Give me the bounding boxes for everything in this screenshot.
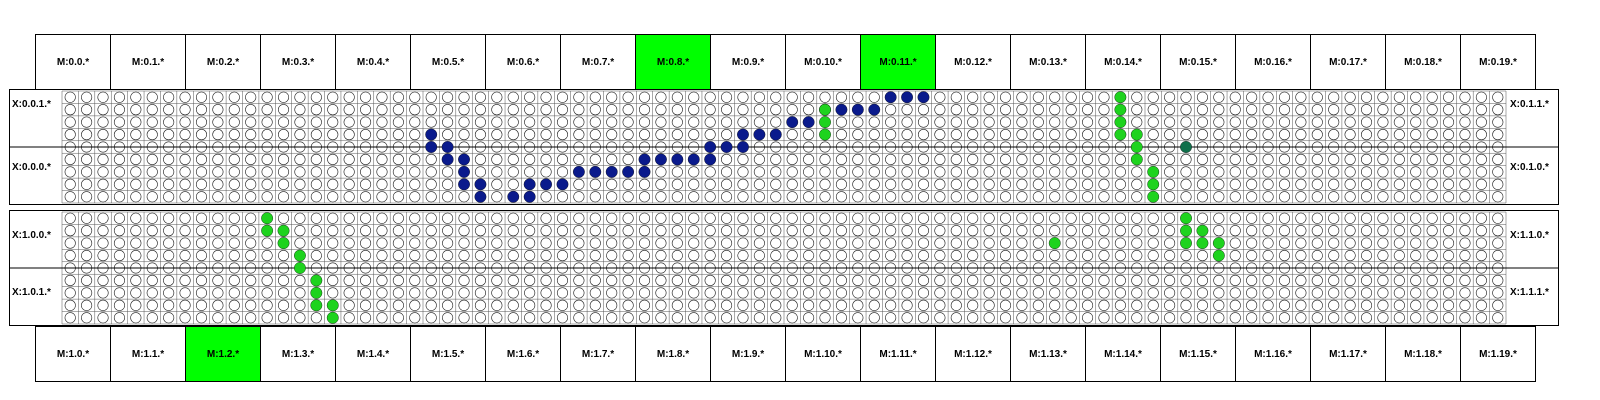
green-route-a-node-11 [1147, 179, 1158, 190]
green-route-a-node-4 [1115, 104, 1126, 115]
green-route-a-node-12 [1147, 191, 1158, 202]
blue-route-node-16 [606, 166, 617, 177]
top-module-3[interactable]: M:0.3.* [260, 34, 336, 90]
bottom-module-15[interactable]: M:1.15.* [1160, 326, 1236, 382]
top-module-6[interactable]: M:0.6.* [485, 34, 561, 90]
top-module-7[interactable]: M:0.7.* [560, 34, 636, 90]
green-route-c-node-0 [1180, 212, 1191, 223]
bottom-module-12[interactable]: M:1.12.* [935, 326, 1011, 382]
blue-route-node-25 [721, 141, 732, 152]
blue-route-node-28 [754, 129, 765, 140]
bottom-module-10[interactable]: M:1.10.* [785, 326, 861, 382]
blue-route-node-30 [786, 116, 797, 127]
blue-route-node-1 [425, 141, 436, 152]
green-route-a-node-6 [1115, 129, 1126, 140]
bottom-module-5[interactable]: M:1.5.* [410, 326, 486, 382]
x-label-top-right-1: X:0.1.1.* [1510, 98, 1549, 110]
bottom-module-6[interactable]: M:1.6.* [485, 326, 561, 382]
green-route-c-node-6 [1213, 250, 1224, 261]
top-module-12[interactable]: M:0.12.* [935, 34, 1011, 90]
green-route-a-node-2 [819, 129, 830, 140]
green-route-b-node-4 [294, 250, 305, 261]
top-module-18[interactable]: M:0.18.* [1385, 34, 1461, 90]
green-route-a-node-7 [1131, 129, 1142, 140]
blue-route-node-12 [540, 179, 551, 190]
blue-route-node-34 [852, 104, 863, 115]
green-route-c-node-1 [1180, 225, 1191, 236]
green-route-b-node-3 [278, 237, 289, 248]
green-node-node-0 [1049, 237, 1060, 248]
top-module-10[interactable]: M:0.10.* [785, 34, 861, 90]
blue-route-node-4 [458, 154, 469, 165]
blue-route-node-33 [836, 104, 847, 115]
teal-node-a [1180, 141, 1191, 152]
blue-route-node-19 [639, 154, 650, 165]
blue-route-node-11 [524, 179, 535, 190]
blue-route-node-20 [655, 154, 666, 165]
top-module-1[interactable]: M:0.1.* [110, 34, 186, 90]
green-route-b-node-1 [261, 225, 272, 236]
bottom-grid [9, 212, 1559, 324]
green-route-a-node-3 [1115, 91, 1126, 102]
green-route-b-node-5 [294, 262, 305, 273]
x-label-bottom-left-1: X:1.0.1.* [12, 286, 51, 298]
bottom-module-19[interactable]: M:1.19.* [1460, 326, 1536, 382]
top-module-15[interactable]: M:0.15.* [1160, 34, 1236, 90]
top-module-9[interactable]: M:0.9.* [710, 34, 786, 90]
blue-route-node-3 [442, 154, 453, 165]
green-route-b-node-9 [327, 300, 338, 311]
x-label-bottom-right-0: X:1.1.0.* [1510, 229, 1549, 241]
green-route-b-node-8 [311, 300, 322, 311]
x-label-bottom-left-0: X:1.0.0.* [12, 229, 51, 241]
top-module-16[interactable]: M:0.16.* [1235, 34, 1311, 90]
bottom-module-8[interactable]: M:1.8.* [635, 326, 711, 382]
bottom-module-0[interactable]: M:1.0.* [35, 326, 111, 382]
blue-route-node-9 [508, 191, 519, 202]
green-route-b-node-10 [327, 312, 338, 323]
green-route-c-node-4 [1197, 237, 1208, 248]
blue-route-node-38 [918, 91, 929, 102]
blue-route-node-5 [458, 166, 469, 177]
bottom-module-16[interactable]: M:1.16.* [1235, 326, 1311, 382]
green-route-b-node-6 [311, 275, 322, 286]
blue-route-node-0 [425, 129, 436, 140]
green-route-a-node-8 [1131, 141, 1142, 152]
blue-route-node-2 [442, 141, 453, 152]
teal-node-a-node-0 [1180, 141, 1191, 152]
green-route-a-node-0 [819, 104, 830, 115]
top-module-14[interactable]: M:0.14.* [1085, 34, 1161, 90]
bottom-module-11[interactable]: M:1.11.* [860, 326, 936, 382]
blue-route-node-23 [704, 154, 715, 165]
top-module-19[interactable]: M:0.19.* [1460, 34, 1536, 90]
top-module-8[interactable]: M:0.8.* [635, 34, 711, 90]
blue-route-node-21 [672, 154, 683, 165]
blue-route-node-27 [737, 129, 748, 140]
x-label-bottom-right-1: X:1.1.1.* [1510, 286, 1549, 298]
green-route-b-node-0 [261, 212, 272, 223]
top-module-13[interactable]: M:0.13.* [1010, 34, 1086, 90]
green-route-a-node-9 [1131, 154, 1142, 165]
bottom-module-4[interactable]: M:1.4.* [335, 326, 411, 382]
green-route-b-node-2 [278, 225, 289, 236]
blue-route-node-37 [901, 91, 912, 102]
blue-route-node-7 [475, 179, 486, 190]
blue-route-node-8 [475, 191, 486, 202]
blue-route-node-29 [770, 129, 781, 140]
green-route-c-node-3 [1180, 237, 1191, 248]
blue-route-node-24 [704, 141, 715, 152]
bottom-module-1[interactable]: M:1.1.* [110, 326, 186, 382]
blue-route-node-36 [885, 91, 896, 102]
top-module-11[interactable]: M:0.11.* [860, 34, 936, 90]
x-label-top-left-1: X:0.0.1.* [12, 98, 51, 110]
green-route-c-node-2 [1197, 225, 1208, 236]
bottom-module-13[interactable]: M:1.13.* [1010, 326, 1086, 382]
top-module-2[interactable]: M:0.2.* [185, 34, 261, 90]
blue-route-node-10 [524, 191, 535, 202]
blue-route-node-31 [803, 116, 814, 127]
green-route-c-node-5 [1213, 237, 1224, 248]
top-module-5[interactable]: M:0.5.* [410, 34, 486, 90]
blue-route-node-18 [639, 166, 650, 177]
bottom-module-17[interactable]: M:1.17.* [1310, 326, 1386, 382]
blue-route-node-6 [458, 179, 469, 190]
green-route-a-node-1 [819, 116, 830, 127]
blue-route-node-14 [573, 166, 584, 177]
blue-route-node-15 [590, 166, 601, 177]
bottom-module-3[interactable]: M:1.3.* [260, 326, 336, 382]
blue-route-node-26 [737, 141, 748, 152]
top-module-0[interactable]: M:0.0.* [35, 34, 111, 90]
x-label-top-right-0: X:0.1.0.* [1510, 161, 1549, 173]
green-node [1049, 237, 1060, 248]
x-label-top-left-0: X:0.0.0.* [12, 161, 51, 173]
bottom-module-14[interactable]: M:1.14.* [1085, 326, 1161, 382]
green-route-a-node-10 [1147, 166, 1158, 177]
top-grid [9, 91, 1559, 203]
green-route-a-node-5 [1115, 116, 1126, 127]
green-route-b-node-7 [311, 287, 322, 298]
blue-route-node-35 [869, 104, 880, 115]
bottom-module-7[interactable]: M:1.7.* [560, 326, 636, 382]
bottom-module-18[interactable]: M:1.18.* [1385, 326, 1461, 382]
blue-route-node-22 [688, 154, 699, 165]
top-module-4[interactable]: M:0.4.* [335, 34, 411, 90]
bottom-module-9[interactable]: M:1.9.* [710, 326, 786, 382]
bottom-module-2[interactable]: M:1.2.* [185, 326, 261, 382]
blue-route-node-17 [622, 166, 633, 177]
blue-route-node-13 [557, 179, 568, 190]
top-module-17[interactable]: M:0.17.* [1310, 34, 1386, 90]
